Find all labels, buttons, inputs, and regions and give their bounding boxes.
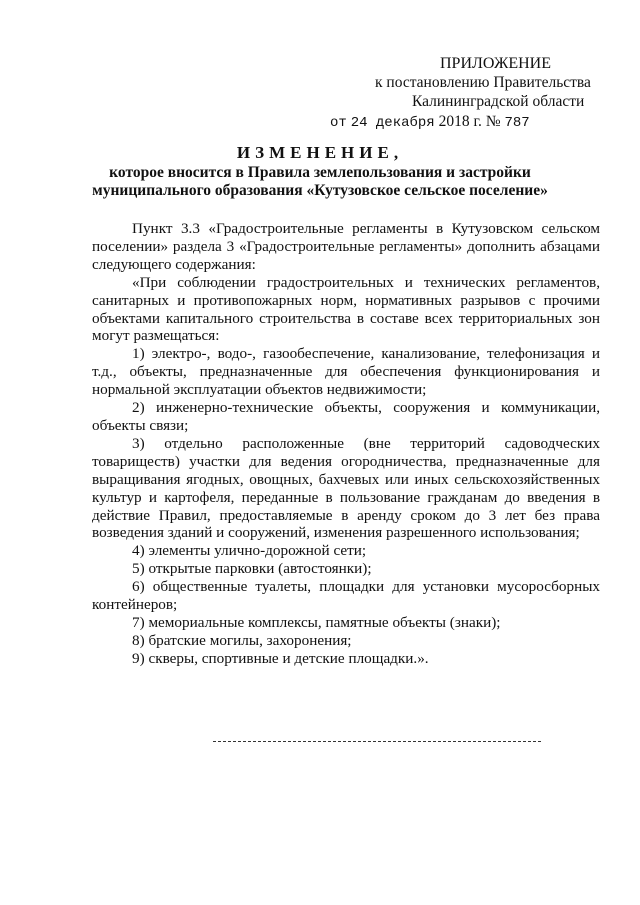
appendix-resolution-line: к постановлению Правительства [375,74,591,91]
document-body [92,220,600,668]
list-item-9: 9) скверы, спортивные и детские площадки.». [132,649,429,667]
appendix-label: ПРИЛОЖЕНИЕ [440,55,552,72]
resolution-year: 2018 г. [438,113,482,130]
resolution-number: 787 [504,115,530,131]
appendix-region-line: Калининградской области [412,93,585,110]
paragraph-quote-start: «При соблюдении градостроительных и технических регламентов, санитарных и противопожарных норм, нормативных разрывов с прочими объектами капитального строительства в составе всех территориальных зон могут размещаться: [92,273,600,345]
date-prefix: от [330,115,347,131]
appendix-header [330,54,620,133]
number-label: № [485,113,501,130]
resolution-date: 24 декабря [350,115,435,131]
list-item-7: 7) мемориальные комплексы, памятные объекты (знаки); [132,613,501,631]
appendix-date-line [330,112,620,133]
paragraph-intro: Пункт 3.3 «Градостроительные регламенты в Кутузовском сельском поселении» раздела 3 «Градостроительные регламенты» дополнить абзацами следующего содержания: [92,220,600,273]
list-item-3: 3) отдельно расположенные (вне территорий садоводческих товариществ) участки для ведения огородничества, предназначенные для выращивания ягодных, овощных, бахчевых или иных сельскохозяйственных культур и картофеля, переданные в пользование гражданам до введения в действие Правил, предоставляемые в аренду сроком до 3 лет без права возведения зданий и сооружений, изменения разрешенного использования; [92,434,600,542]
list-item-8: 8) братские могилы, захоронения; [132,631,352,649]
end-separator-line [213,741,541,742]
list-item-5: 5) открытые парковки (автостоянки); [132,560,372,578]
document-subtitle-line-1: которое вносится в Правила землепользования и застройки [109,164,531,181]
list-item-2: 2) инженерно-технические объекты, сооружения и коммуникации, объекты связи; [92,399,600,434]
document-subtitle-line-2: муниципального образования «Кутузовское сельское поселение» [92,182,548,199]
list-item-1: 1) электро-, водо-, газообеспечение, канализование, телефонизация и т.д., объекты, предназначенные для обеспечения функционирования и нормальной эксплуатации объектов недвижимости; [92,345,600,399]
list-item-6: 6) общественные туалеты, площадки для установки мусоросборных контейнеров; [92,578,600,614]
document-heading [70,142,570,200]
document-title: ИЗМЕНЕНИЕ, [236,143,404,162]
list-item-4: 4) элементы улично-дорожной сети; [132,542,367,560]
